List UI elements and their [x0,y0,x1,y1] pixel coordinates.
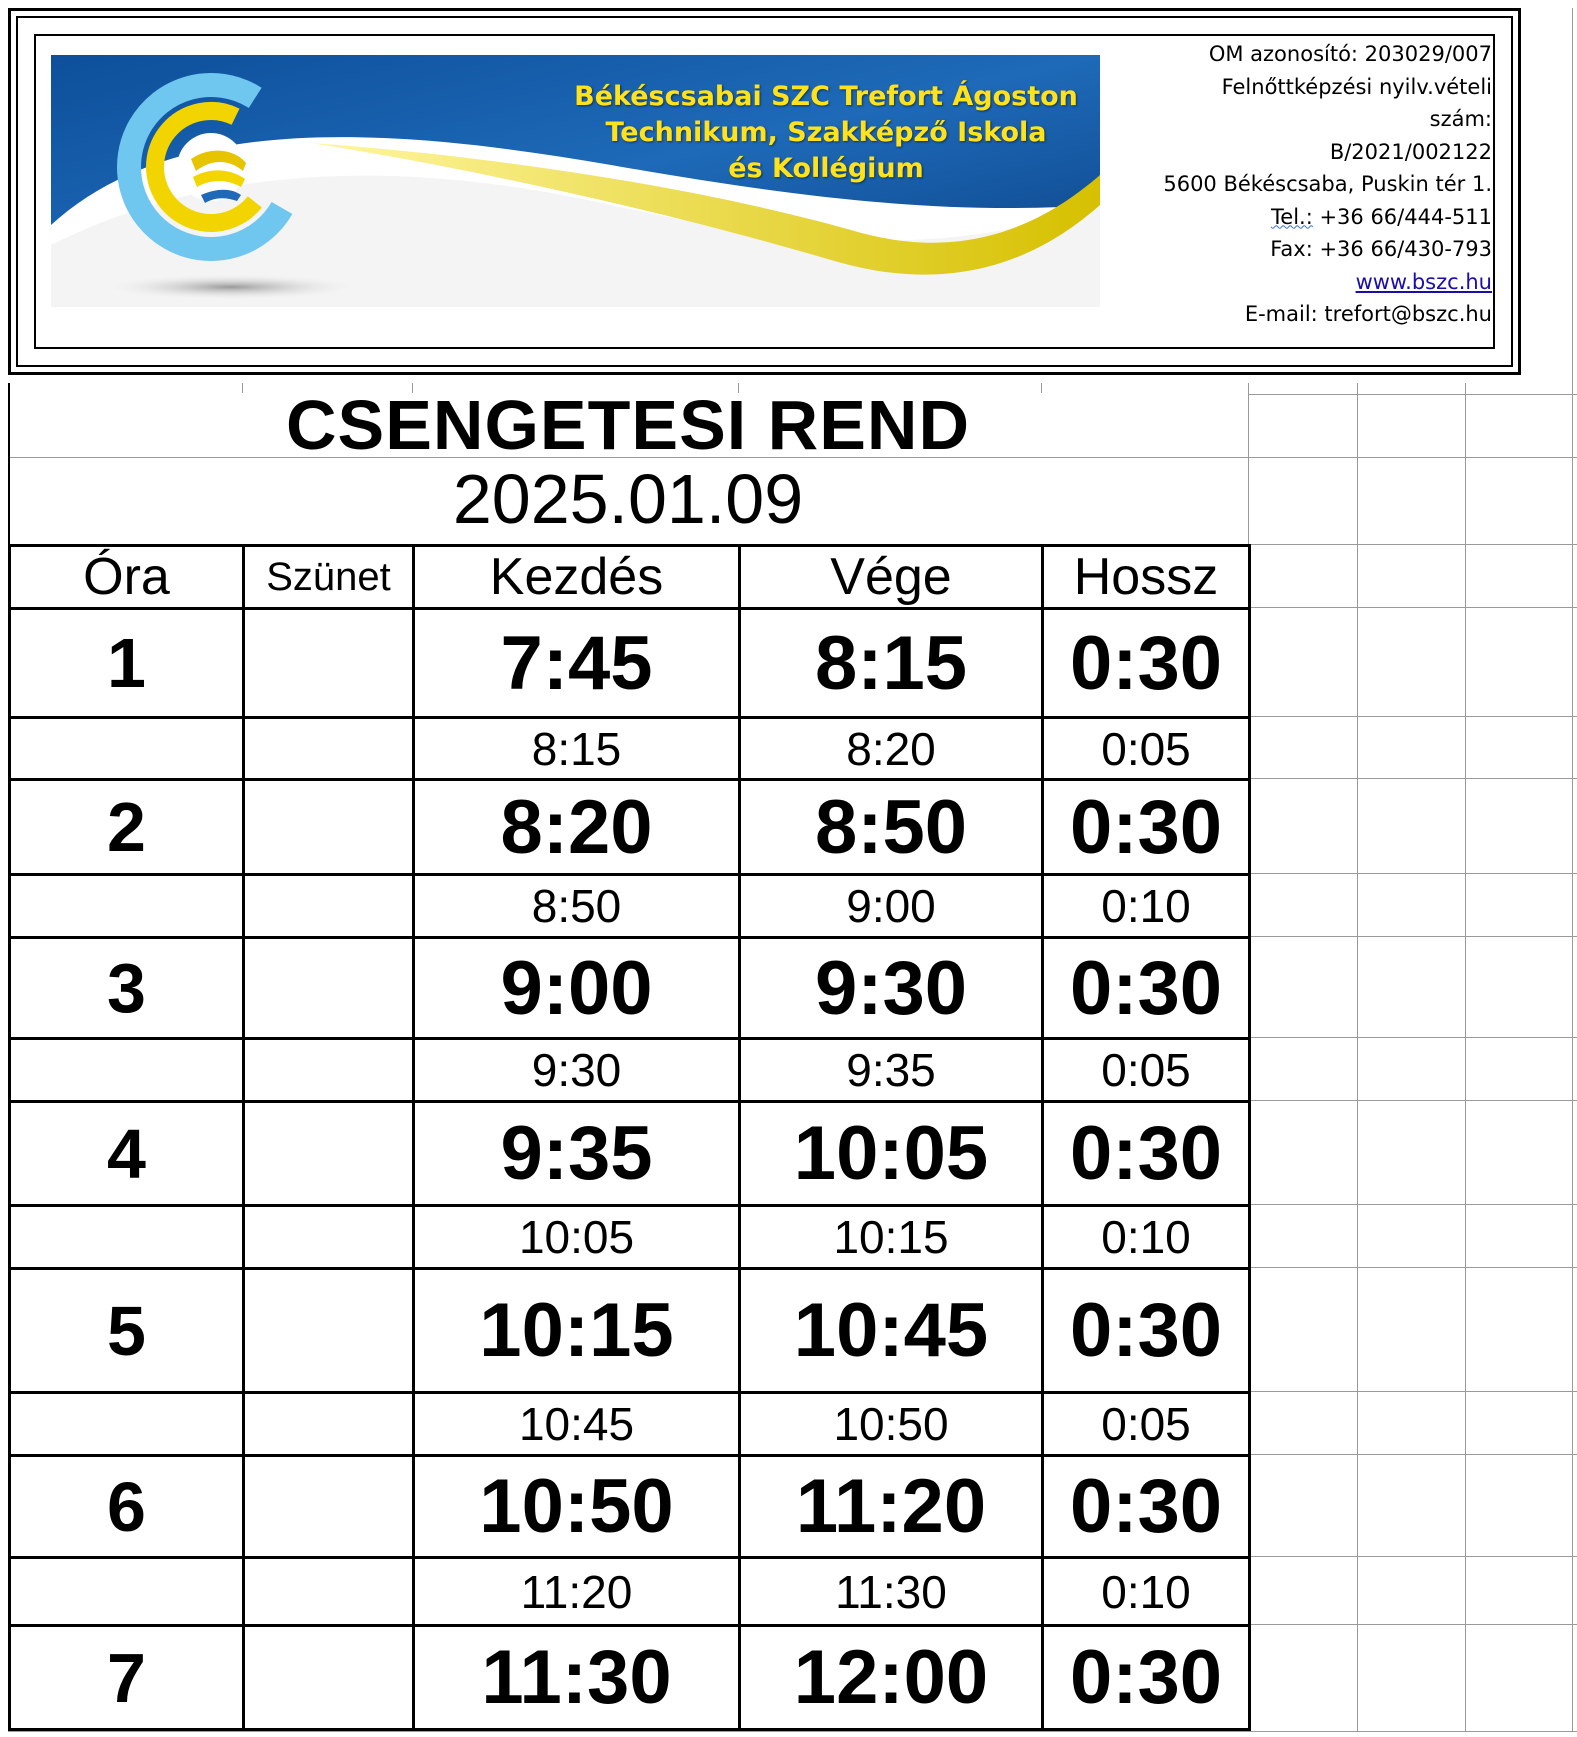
break-cell [244,938,414,1039]
grid-line [1248,873,1577,874]
duration: 0:05 [1043,1393,1250,1456]
schedule-date: 2025.01.09 [452,460,804,538]
break-cell [244,1456,414,1558]
grid-line [1248,544,1577,545]
lesson-row [10,609,1250,718]
start-time: 11:20 [414,1558,740,1626]
lesson-number: 4 [10,1102,244,1206]
duration: 0:30 [1043,1269,1250,1393]
grid-line [1248,1204,1577,1205]
registration-number: B/2021/002122 [1329,139,1492,164]
grid-line [8,1731,1577,1732]
break-row [10,1039,1250,1102]
grid-line [1248,1037,1577,1038]
contact-info [1112,38,1492,331]
grid-line [1248,936,1577,937]
header-kezdes: Kezdés [414,546,740,609]
bell-schedule-table [8,544,1251,1731]
grid-line [1248,1100,1577,1101]
grid-line [1248,1267,1577,1268]
lesson-number [10,1558,244,1626]
lesson-number: 2 [10,780,244,875]
duration: 0:30 [1043,1456,1250,1558]
lesson-number [10,1393,244,1456]
header-hossz: Hossz [1043,546,1250,609]
phone-number: +36 66/444-511 [1312,204,1492,229]
start-time: 10:15 [414,1269,740,1393]
break-row [10,1558,1250,1626]
grid-line [1248,778,1577,779]
registration-label: Felnőttképzési nyilv.vételi [1221,74,1492,99]
duration: 0:10 [1043,1206,1250,1269]
website-link[interactable]: www.bszc.hu [1355,269,1492,294]
end-time: 8:20 [740,718,1043,780]
header-vege: Vége [740,546,1043,609]
grid-line [1248,716,1577,717]
start-time: 11:30 [414,1626,740,1730]
duration: 0:30 [1043,1626,1250,1730]
table-header-row [10,546,1250,609]
phone-label: Tel.: [1271,204,1313,229]
end-time: 9:35 [740,1039,1043,1102]
break-cell [244,780,414,875]
start-time: 10:05 [414,1206,740,1269]
end-time: 10:05 [740,1102,1043,1206]
break-row [10,1206,1250,1269]
lesson-number [10,1039,244,1102]
duration: 0:10 [1043,875,1250,938]
end-time: 8:15 [740,609,1043,718]
end-time: 8:50 [740,780,1043,875]
duration: 0:30 [1043,1102,1250,1206]
grid-line [1248,1454,1577,1455]
phone [1112,201,1492,234]
end-time: 11:20 [740,1456,1043,1558]
school-banner [51,55,1100,307]
lesson-row [10,1456,1250,1558]
lesson-number: 6 [10,1456,244,1558]
end-time: 9:30 [740,938,1043,1039]
duration: 0:30 [1043,780,1250,875]
grid-line [1248,1624,1577,1625]
fax: Fax: +36 66/430-793 [1270,237,1492,261]
break-cell [244,1558,414,1626]
break-cell [244,718,414,780]
om-id: OM azonosító: 203029/007 [1208,42,1492,66]
end-time: 9:00 [740,875,1043,938]
lesson-number [10,875,244,938]
lesson-number: 3 [10,938,244,1039]
school-name [551,79,1100,187]
start-time: 10:50 [414,1456,740,1558]
lesson-number: 7 [10,1626,244,1730]
email: E-mail: trefort@bszc.hu [1244,302,1492,326]
grid-line [1248,607,1577,608]
lesson-row [10,1269,1250,1393]
break-cell [244,875,414,938]
header-szunet: Szünet [244,546,414,609]
lesson-number: 5 [10,1269,244,1393]
grid-line [1572,8,1573,1732]
start-time: 7:45 [414,609,740,718]
start-time: 10:45 [414,1393,740,1456]
break-row [10,1393,1250,1456]
duration: 0:10 [1043,1558,1250,1626]
end-time: 10:50 [740,1393,1043,1456]
duration: 0:30 [1043,938,1250,1039]
grid-line [1248,394,1577,395]
grid-line [1465,383,1466,1732]
lesson-row [10,1626,1250,1730]
end-time: 11:30 [740,1558,1043,1626]
lesson-number: 1 [10,609,244,718]
school-name-line: és Kollégium [728,153,924,184]
lesson-number [10,718,244,780]
grid-line [1357,383,1358,1732]
start-time: 8:50 [414,875,740,938]
start-time: 9:30 [414,1039,740,1102]
duration: 0:30 [1043,609,1250,718]
lesson-row [10,938,1250,1039]
grid-line [1248,1391,1577,1392]
start-time: 9:35 [414,1102,740,1206]
break-cell [244,1039,414,1102]
break-cell [244,1206,414,1269]
break-cell [244,1626,414,1730]
end-time: 12:00 [740,1626,1043,1730]
lesson-row [10,780,1250,875]
start-time: 8:15 [414,718,740,780]
lesson-number [10,1206,244,1269]
school-name-line: Békéscsabai SZC Trefort Ágoston [574,81,1078,112]
break-row [10,875,1250,938]
duration: 0:05 [1043,718,1250,780]
school-name-line: Technikum, Szakképző Iskola [605,117,1047,148]
break-row [10,718,1250,780]
grid-line [1248,1556,1577,1557]
duration: 0:05 [1043,1039,1250,1102]
break-cell [244,1102,414,1206]
start-time: 8:20 [414,780,740,875]
registration-label-cont: szám: [1429,107,1492,131]
end-time: 10:15 [740,1206,1043,1269]
end-time: 10:45 [740,1269,1043,1393]
break-cell [244,1269,414,1393]
address: 5600 Békéscsaba, Puskin tér 1. [1163,172,1492,196]
page-title: CSENGETESI REND [286,386,970,464]
break-cell [244,1393,414,1456]
start-time: 9:00 [414,938,740,1039]
header-ora: Óra [10,546,244,609]
break-cell [244,609,414,718]
lesson-row [10,1102,1250,1206]
